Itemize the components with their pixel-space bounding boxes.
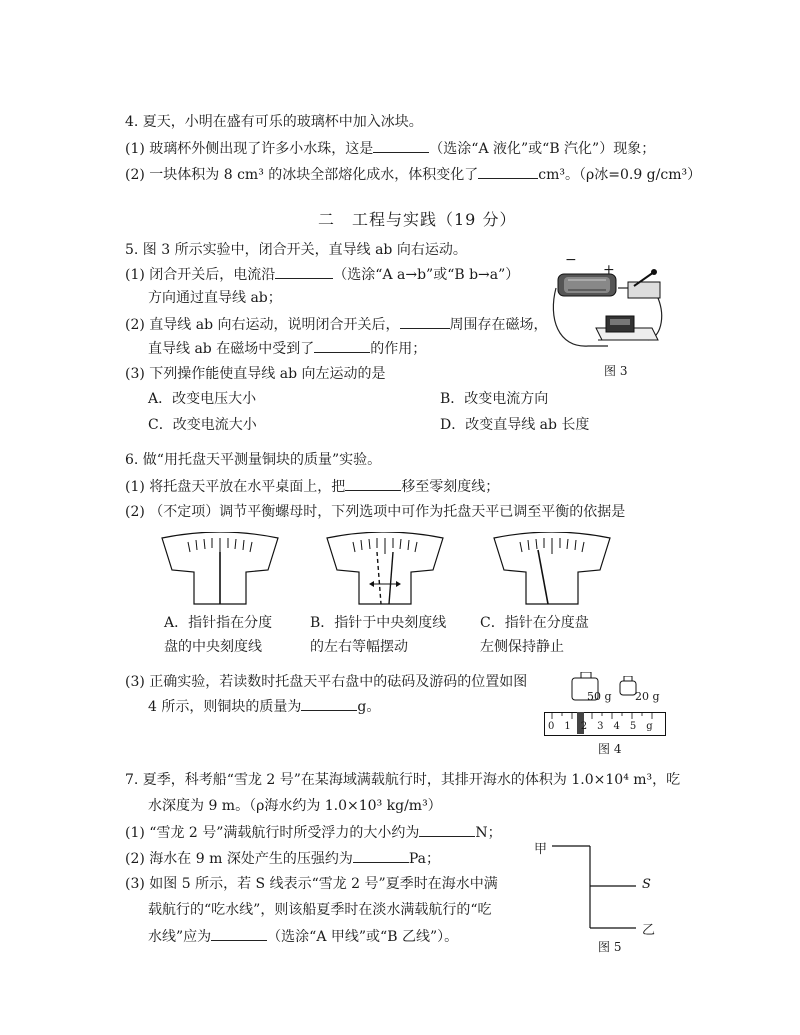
scale-tick-label: 1: [564, 721, 581, 732]
q6-option-a-line2: 盘的中央刻度线: [164, 639, 262, 655]
q5-title: 5. 图 3 所示实验中，闭合开关，直导线 ab 向右运动。: [125, 242, 467, 258]
q5-option-a[interactable]: A．改变电压大小: [148, 391, 257, 407]
q7-part1-text-b: N；: [475, 825, 502, 841]
battery-minus-label: −: [565, 252, 577, 268]
scale-tick-label: g: [646, 721, 663, 732]
q4-part1: [125, 138, 655, 159]
q6-part3: (3) 正确实验，若读数时托盘天平右盘中的砝码及游码的位置如图: [125, 674, 528, 690]
weight-50g-label: 50 g: [587, 690, 612, 703]
q4-part1-text-b: （选涂“A 液化”或“B 汽化”）现象；: [429, 141, 656, 157]
q4-part2: [125, 164, 701, 185]
q5-option-d[interactable]: D．改变直导线 ab 长度: [440, 417, 590, 433]
q7-part3-cont1: 载航行的“吃水线”，则该船夏季时在淡水满载航行的“吃: [148, 902, 492, 918]
q7-part2: [125, 848, 440, 869]
answer-blank[interactable]: [211, 926, 267, 941]
answer-blank[interactable]: [353, 848, 409, 863]
q7-title-line1: 7. 夏季，科考船“雪龙 2 号”在某海域满载航行时，其排开海水的体积为 1.0×10⁴ m³，吃: [125, 772, 681, 788]
scale-tick-label: 5: [629, 721, 647, 732]
answer-blank[interactable]: [275, 264, 333, 279]
q5-part1-text-a: (1) 闭合开关后，电流沿: [125, 267, 276, 283]
q7-part3: (3) 如图 5 所示，若 S 线表示“雪龙 2 号”夏季时在海水中满: [125, 876, 498, 892]
q5-part2-text-b: 周围存在磁场，: [449, 317, 548, 333]
answer-blank[interactable]: [345, 476, 401, 491]
scale-tick-labels: [548, 721, 663, 732]
dial-figure-c: [492, 532, 612, 608]
q5-part3: (3) 下列操作能使直导线 ab 向左运动的是: [125, 366, 386, 382]
q4-part2-text-b: cm³。（ρ冰=0.9 g/cm³）: [538, 167, 702, 183]
q7-part2-text-b: Pa；: [408, 851, 440, 867]
scale-tick-label: 0: [548, 721, 565, 732]
q5-option-b[interactable]: B．改变电流方向: [440, 391, 549, 407]
answer-blank[interactable]: [400, 314, 450, 329]
q5-option-c[interactable]: C．改变电流大小: [148, 417, 257, 433]
q5-part2-text-a: (2) 直导线 ab 向右运动，说明闭合开关后，: [125, 317, 400, 333]
q7-part1-text-a: (1) “雪龙 2 号”满载航行时所受浮力的大小约为: [125, 825, 420, 841]
q4-part1-text-a: (1) 玻璃杯外侧出现了许多小水珠，这是: [125, 141, 374, 157]
dial-figure-a: [160, 532, 280, 608]
q7-part1: [125, 822, 502, 843]
q6-option-c-line2: 左侧保持静止: [480, 639, 564, 655]
line-label-s: S: [642, 877, 651, 892]
q6-part2: (2) （不定项）调节平衡螺母时，下列选项中可作为托盘天平已调至平衡的依据是: [125, 504, 626, 520]
q7-part3-text-d: （选涂“A 甲线”或“B 乙线”）。: [267, 929, 459, 945]
q6-part1: [125, 476, 499, 497]
scale-tick-label: 3: [597, 721, 614, 732]
q6-option-c-line1[interactable]: C．指针在分度盘: [480, 615, 589, 631]
q7-part2-text-a: (2) 海水在 9 m 深处产生的压强约为: [125, 851, 353, 867]
q6-option-a-line1[interactable]: A．指针指在分度: [164, 615, 273, 631]
q7-part3-text-c: 水线”应为: [148, 929, 212, 945]
q6-option-b-line2: 的左右等幅摆动: [310, 639, 408, 655]
figure-5-caption: 图 5: [598, 940, 622, 954]
q5-part2-text-d: 的作用；: [370, 341, 427, 357]
q6-part1-text-b: 移至零刻度线；: [401, 479, 500, 495]
figure-4-caption: 图 4: [598, 742, 622, 756]
q5-part2-text-c: 直导线 ab 在磁场中受到了: [148, 341, 315, 357]
answer-blank[interactable]: [373, 138, 429, 153]
q6-part3-text-c: g。: [357, 699, 381, 715]
scale-tick-label: 2: [580, 721, 598, 732]
weight-20g-label: 20 g: [635, 690, 660, 703]
q4-title: 4. 夏天，小明在盛有可乐的玻璃杯中加入冰块。: [125, 114, 423, 130]
q5-part2-cont: [148, 338, 426, 359]
answer-blank[interactable]: [314, 338, 370, 353]
q7-title-line2: 水深度为 9 m。（ρ海水约为 1.0×10³ kg/m³）: [148, 798, 442, 814]
line-label-yi: 乙: [642, 923, 656, 938]
q6-option-b-line1[interactable]: B．指针于中央刻度线: [310, 615, 447, 631]
q6-part3-text-b: 4 所示，则铜块的质量为: [148, 699, 302, 715]
q4-part2-text-a: (2) 一块体积为 8 cm³ 的冰块全部熔化成水，体积变化了: [125, 167, 479, 183]
scale-tick-label: 4: [613, 721, 630, 732]
battery-plus-label: +: [603, 262, 615, 278]
figure-3-caption: 图 3: [604, 364, 628, 378]
q6-part1-text-a: (1) 将托盘天平放在水平桌面上，把: [125, 479, 346, 495]
answer-blank[interactable]: [419, 822, 475, 837]
q7-part3-cont2: [148, 926, 458, 947]
answer-blank[interactable]: [478, 164, 538, 179]
section-title: 二 工程与实践（19 分）: [318, 210, 517, 229]
q6-title: 6. 做“用托盘天平测量铜块的质量”实验。: [125, 452, 382, 468]
q5-part2: [125, 314, 548, 335]
answer-blank[interactable]: [301, 696, 357, 711]
q5-part1-text-b: （选涂“A a→b”或“B b→a”）: [333, 267, 520, 283]
q5-part1: [125, 264, 519, 285]
q6-part3-cont: [148, 696, 380, 717]
dial-figure-b: [325, 532, 445, 608]
line-label-jia: 甲: [534, 842, 548, 857]
q5-part1-cont: 方向通过直导线 ab；: [148, 290, 282, 306]
